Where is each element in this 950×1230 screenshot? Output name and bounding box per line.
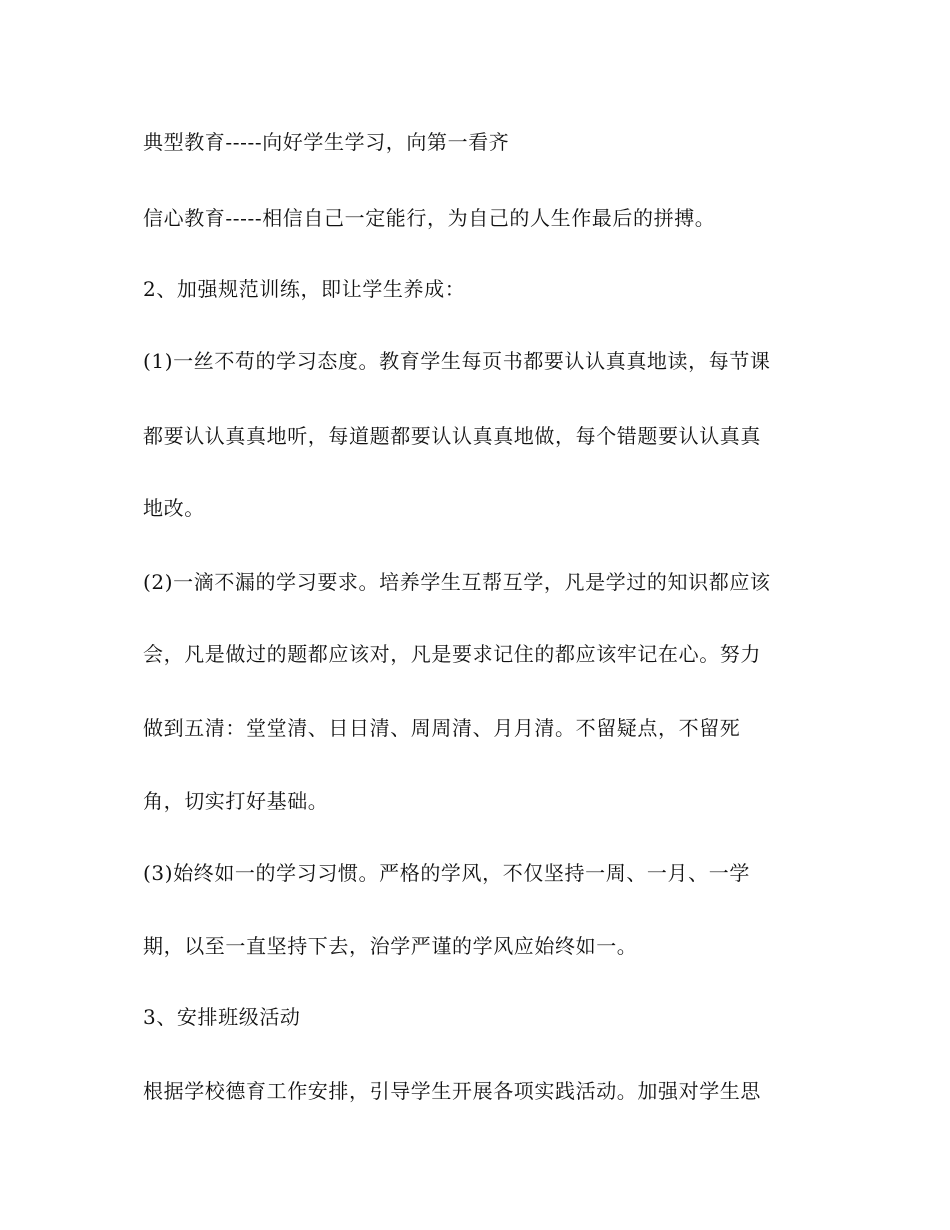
text-line-item-1-a: (1)一丝不苟的学习态度。教育学生每页书都要认认真真地读，每节课: [143, 349, 771, 373]
text-line-item-2-b: 会，凡是做过的题都应该对，凡是要求记住的都应该牢记在心。努力: [143, 642, 761, 666]
text-line-paragraph-activities: 根据学校德育工作安排，引导学生开展各项实践活动。加强对学生思: [143, 1079, 761, 1103]
text-line-confidence-education: 信心教育-----相信自己一定能行，为自己的人生作最后的拼搏。: [143, 206, 716, 230]
text-line-section-3-heading: 3、安排班级活动: [143, 1005, 301, 1029]
text-line-item-2-a: (2)一滴不漏的学习要求。培养学生互帮互学，凡是学过的知识都应该: [143, 570, 771, 594]
text-line-item-1-b: 都要认认真真地听，每道题都要认认真真地做，每个错题要认认真真: [143, 424, 761, 448]
text-line-item-3-a: (3)始终如一的学习习惯。严格的学风，不仅坚持一周、一月、一学: [143, 861, 750, 885]
text-line-item-2-d: 角，切实打好基础。: [143, 789, 329, 813]
text-line-typical-education: 典型教育-----向好学生学习，向第一看齐: [143, 130, 510, 154]
text-line-item-3-b: 期，以至一直坚持下去，治学严谨的学风应始终如一。: [143, 934, 638, 958]
text-line-section-2-heading: 2、加强规范训练，即让学生养成：: [143, 277, 466, 301]
text-line-item-2-c: 做到五清：堂堂清、日日清、周周清、月月清。不留疑点，不留死: [143, 716, 741, 740]
text-line-item-1-c: 地改。: [143, 496, 205, 520]
